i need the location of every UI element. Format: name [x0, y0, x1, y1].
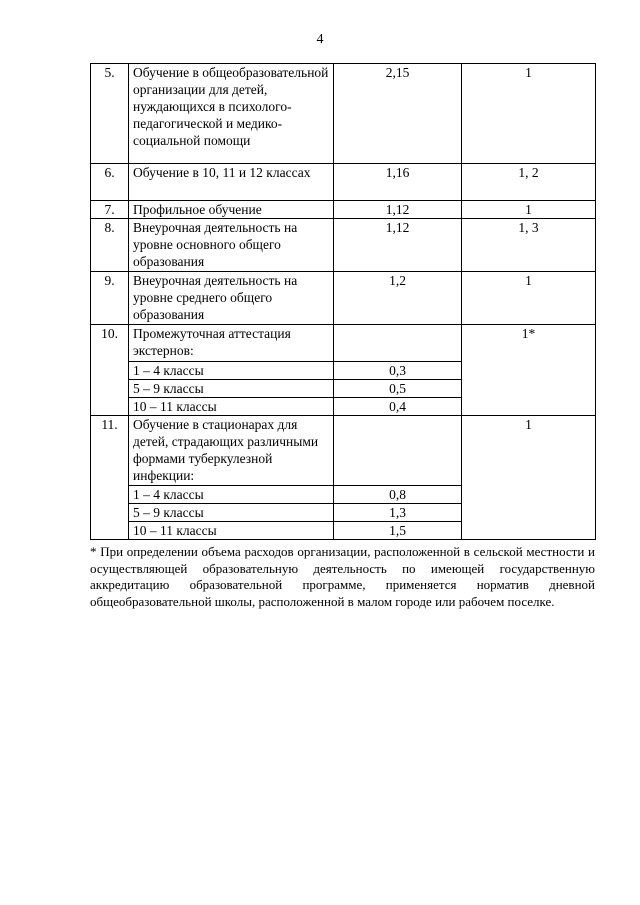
subrow-name: 10 – 11 классы: [129, 522, 334, 540]
row-number: 11.: [91, 416, 129, 540]
subrow-name: 10 – 11 классы: [129, 398, 334, 416]
row-group: 1: [462, 64, 596, 164]
row-number: 8.: [91, 219, 129, 272]
row-name: Внеурочная деятельность на уровне основного общего образования: [129, 219, 334, 272]
subrow-coefficient: 1,5: [334, 522, 462, 540]
footnote: * При определении объема расходов организации, расположенной в сельской местности и осуществляющей образовательную деятельность по имеющей государственную аккредитацию образовательной программе, применяется норматив дневной общеобразовательной школы, расположенной в малом городе или рабочем поселке.: [90, 544, 595, 609]
subrow-coefficient: 0,4: [334, 398, 462, 416]
row-group: 1: [462, 272, 596, 325]
row-group: 1*: [462, 325, 596, 416]
table-row: [91, 325, 596, 362]
table-row: [91, 164, 596, 201]
subrow-coefficient: 0,3: [334, 362, 462, 380]
row-coefficient: 1,12: [334, 201, 462, 219]
row-name: Обучение в общеобразовательной организации для детей, нуждающихся в психолого-педагогической и медико-социальной помощи: [129, 64, 334, 164]
subrow-name: 1 – 4 классы: [129, 486, 334, 504]
table-row: [91, 416, 596, 486]
row-number: 9.: [91, 272, 129, 325]
table-row: [91, 272, 596, 325]
row-coefficient: 2,15: [334, 64, 462, 164]
table-row: [91, 219, 596, 272]
row-number: 10.: [91, 325, 129, 416]
page-number: 4: [316, 32, 324, 47]
subrow-coefficient: 0,5: [334, 380, 462, 398]
table-row: [91, 64, 596, 164]
row-name: Внеурочная деятельность на уровне среднего общего образования: [129, 272, 334, 325]
subrow-name: 5 – 9 классы: [129, 380, 334, 398]
subrow-name: 1 – 4 классы: [129, 362, 334, 380]
row-coefficient: 1,12: [334, 219, 462, 272]
row-name: Профильное обучение: [129, 201, 334, 219]
subrow-coefficient: 0,8: [334, 486, 462, 504]
row-group: 1: [462, 416, 596, 540]
row-coefficient: 1,2: [334, 272, 462, 325]
row-name: Обучение в стационарах для детей, страдающих различными формами туберкулезной инфекции:: [129, 416, 334, 486]
row-number: 6.: [91, 164, 129, 201]
row-name: Обучение в 10, 11 и 12 классах: [129, 164, 334, 201]
row-coefficient: [334, 416, 462, 486]
row-number: 7.: [91, 201, 129, 219]
row-number: 5.: [91, 64, 129, 164]
row-coefficient: [334, 325, 462, 362]
row-group: 1, 3: [462, 219, 596, 272]
row-name: Промежуточная аттестация экстернов:: [129, 325, 334, 362]
row-group: 1, 2: [462, 164, 596, 201]
row-coefficient: 1,16: [334, 164, 462, 201]
normatives-table: [90, 63, 596, 540]
subrow-name: 5 – 9 классы: [129, 504, 334, 522]
row-group: 1: [462, 201, 596, 219]
table-row: [91, 201, 596, 219]
subrow-coefficient: 1,3: [334, 504, 462, 522]
